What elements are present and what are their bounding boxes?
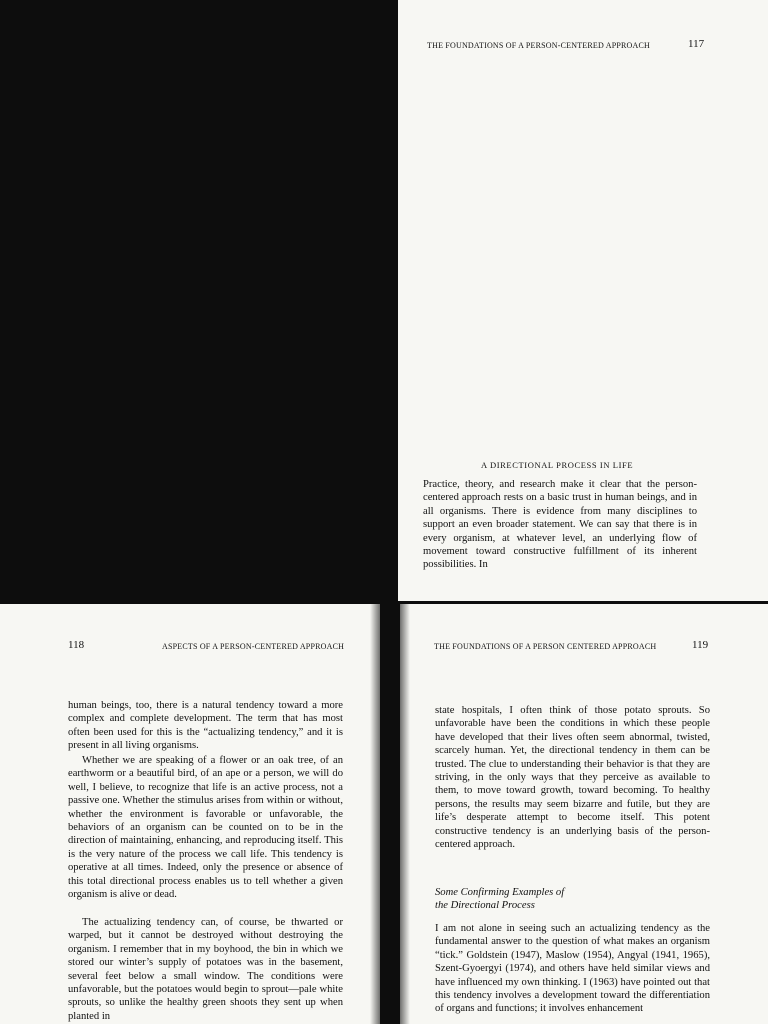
section-heading: A DIRECTIONAL PROCESS IN LIFE — [481, 460, 634, 470]
running-head: THE FOUNDATIONS OF A PERSON-CENTERED APPROACH — [427, 41, 651, 50]
running-head: THE FOUNDATIONS OF A PERSON CENTERED APPROACH — [434, 642, 657, 651]
page-number: 117 — [688, 38, 705, 50]
body-paragraph: Practice, theory, and research make it clear that the person-centered approach rests on a basic trust in human beings, and in all organisms. There is evidence from many disciplines to support an even broader statement. We can say that there is in every organism, at whatever level, an underlying flow of movement toward constructive fulfillment of its inherent possibilities. In — [423, 479, 697, 571]
book-page-117 — [398, 0, 768, 601]
page-number: 119 — [692, 639, 709, 651]
subheading-line: Some Confirming Examples of — [435, 887, 565, 898]
running-head: ASPECTS OF A PERSON-CENTERED APPROACH — [162, 642, 345, 651]
book-page-118 — [0, 604, 380, 1024]
subheading-line: the Directional Process — [435, 900, 535, 911]
gutter-shadow — [370, 604, 380, 1024]
book-page-119 — [400, 604, 768, 1024]
body-paragraph: Whether we are speaking of a flower or an oak tree, of an earthworm or a beautiful bird, of an ape or a person, we will do well, I believe, to recognize that life is an active process, not a passive one. Whether the stimulus arises from within or without, whether the environment is favorable or unfavorable, the behaviors of an organism can be counted on to be in the direction of maintaining, enhancing, and reproducing itself. This is the very nature of the process we call life. This tendency is operative at all times. Indeed, only the presence or absence of this total directional process enables us to tell whether a given organism is alive or dead. — [68, 755, 343, 901]
subheading — [435, 886, 564, 912]
page-number: 118 — [68, 639, 85, 651]
gutter-shadow — [400, 604, 410, 1024]
body-paragraph: I am not alone in seeing such an actualizing tendency as the fundamental answer to the question of what makes an organism “tick.” Goldstein (1947), Maslow (1954), Angyal (1941, 1965), Szent-Gyoergyi (1974), and others have held similar views and have influenced my own thinking. I (1963) have pointed out that this tendency involves a development toward the differentiation of organs and functions; it involves enhancement — [435, 923, 710, 1015]
body-paragraph: human beings, too, there is a natural tendency toward a more complex and complete development. The term that has most often been used for this is the “actualizing tendency,” and it is present in all living organisms. — [68, 700, 343, 752]
body-paragraph: The actualizing tendency can, of course, be thwarted or warped, but it cannot be destroyed without destroying the organism. I remember that in my boyhood, the bin in which we stored our winter’s supply of potatoes was in the basement, several feet below a small window. The conditions were unfavorable, but the potatoes would begin to sprout—pale white sprouts, so unlike the healthy green shoots they sent up when planted in — [68, 917, 343, 1022]
body-paragraph: state hospitals, I often think of those potato sprouts. So unfavorable have been the conditions in which these people have developed that their lives often seem abnormal, twisted, scarcely human. Yet, the directional tendency in them can be trusted. The clue to understanding their behavior is that they are striving, in the only ways that they perceive as available to them, to move toward growth, toward becoming. To healthy persons, the results may seem bizarre and futile, but they are life’s desperate attempt to become itself. This potent constructive tendency is an underlying basis of the person-centered approach. — [435, 705, 710, 851]
